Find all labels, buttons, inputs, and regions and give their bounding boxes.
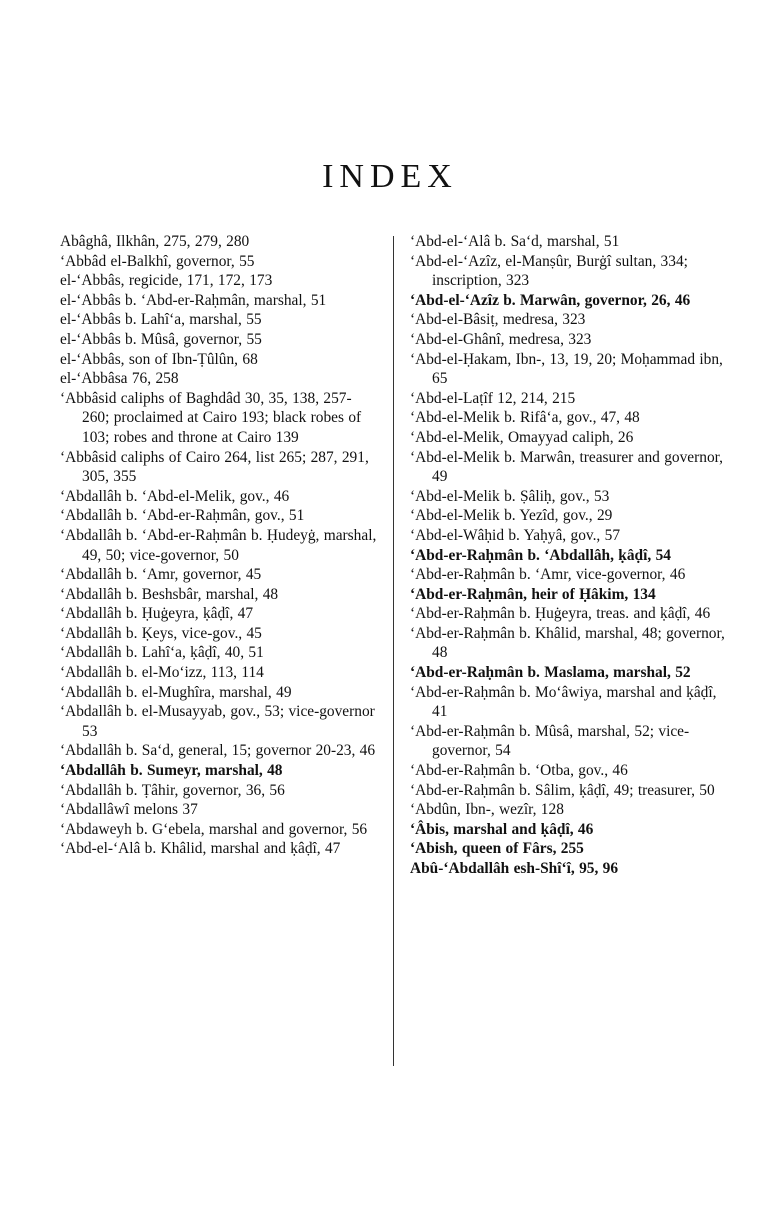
index-entry: ‘Abd-er-Raḥmân b. Mûsâ, marshal, 52; vice-governor, 54 xyxy=(410,722,690,760)
index-entry: ‘Abd-el-‘Azîz b. Marwân, governor, 26, 46 xyxy=(410,291,691,309)
index-entry: ‘Abdallâh b. el-Musayyab, gov., 53; vice-governor 53 xyxy=(60,703,375,740)
index-entry: ‘Abd-el-Melik b. Ṣâliḥ, gov., 53 xyxy=(410,487,610,505)
column-divider xyxy=(393,236,394,1066)
index-entry: ‘Abbâsid caliphs of Cairo 264, list 265; 287, 291, 305, 355 xyxy=(60,448,369,486)
page-title: INDEX xyxy=(322,158,458,195)
index-entry: ‘Abd-er-Raḥmân b. Khâlid, marshal, 48; governor, 48 xyxy=(410,624,725,662)
index-entry: ‘Abdallâh b. Beshsbâr, marshal, 48 xyxy=(60,585,279,603)
index-entry: ‘Abdallâh b. el-Mo‘izz, 113, 114 xyxy=(60,664,264,682)
right-column xyxy=(410,232,730,879)
index-entry: ‘Abd-el-‘Alâ b. Sa‘d, marshal, 51 xyxy=(410,233,620,250)
left-column xyxy=(60,232,378,859)
index-entry: ‘Abdallâh b. Sa‘d, general, 15; governor 20-23, 46 xyxy=(60,742,376,760)
index-entry: ‘Abd-el-‘Alâ b. Khâlid, marshal and ḳâḍî, 47 xyxy=(60,840,341,858)
index-entry: ‘Abd-el-Wâḥid b. Yaḥyâ, gov., 57 xyxy=(410,526,621,544)
index-entry: ‘Abbâsid caliphs of Baghdâd 30, 35, 138, 257-260; proclaimed at Cairo 193; black robes of 103; robes and throne at Cairo 139 xyxy=(60,389,362,446)
index-entry: ‘Abdallâh b. Ḳeys, vice-gov., 45 xyxy=(60,624,262,642)
index-entry: ‘Abd-er-Raḥmân b. Sâlim, ḳâḍî, 49; treasurer, 50 xyxy=(410,781,715,799)
index-entry: ‘Abdallâh b. Ṭâhir, governor, 36, 56 xyxy=(60,781,285,799)
index-entry: ‘Abd-el-Ḥakam, Ibn-, 13, 19, 20; Moḥammad ibn, 65 xyxy=(410,350,723,388)
index-entry: ‘Abd-er-Raḥmân b. Maslama, marshal, 52 xyxy=(410,664,691,682)
index-entry: el-‘Abbâs b. ‘Abd-er-Raḥmân, marshal, 51 xyxy=(60,291,327,309)
index-entry: ‘Abish, queen of Fârs, 255 xyxy=(410,840,584,858)
index-entry: ‘Abdaweyh b. G‘ebela, marshal and governor, 56 xyxy=(60,820,368,838)
index-entry: ‘Abd-el-Melik b. Marwân, treasurer and governor, 49 xyxy=(410,448,724,486)
index-entry: el-‘Abbâs, regicide, 171, 172, 173 xyxy=(60,272,273,290)
index-entry: ‘Abdallâh b. ‘Amr, governor, 45 xyxy=(60,566,262,584)
index-entry: ‘Âbis, marshal and ḳâḍî, 46 xyxy=(410,820,594,838)
index-entry: ‘Abd-el-Bâsiṭ, medresa, 323 xyxy=(410,311,586,329)
index-entry: ‘Abdallâh b. ‘Abd-el-Melik, gov., 46 xyxy=(60,487,290,505)
index-entry: ‘Abbâd el-Balkhî, governor, 55 xyxy=(60,252,255,270)
index-entry: ‘Abdallâh b. Lahî‘a, ḳâḍî, 40, 51 xyxy=(60,644,264,662)
index-entry: ‘Abd-el-Melik b. Yezîd, gov., 29 xyxy=(410,507,613,525)
index-entry: el-‘Abbâs b. Lahî‘a, marshal, 55 xyxy=(60,311,262,329)
index-entry: Abû-‘Abdallâh esh-Shî‘î, 95, 96 xyxy=(410,860,619,877)
index-entry: ‘Abdallâh b. Ḥuġeyra, ḳâḍî, 47 xyxy=(60,605,254,623)
index-entry: ‘Abdûn, Ibn-, wezîr, 128 xyxy=(410,801,564,819)
index-entry: ‘Abdallâwî melons 37 xyxy=(60,801,198,819)
index-entry: ‘Abdallâh b. ‘Abd-er-Raḥmân b. Ḥudeyġ, marshal, 49, 50; vice-governor, 50 xyxy=(60,526,377,564)
index-entry: ‘Abd-el-Ghânî, medresa, 323 xyxy=(410,330,592,348)
index-entry: el-‘Abbâs, son of Ibn-Ṭûlûn, 68 xyxy=(60,350,258,368)
index-entry: ‘Abd-er-Raḥmân b. ‘Amr, vice-governor, 46 xyxy=(410,566,686,584)
index-entry: Abâghâ, Ilkhân, 275, 279, 280 xyxy=(60,233,250,250)
index-entry: ‘Abd-er-Raḥmân b. Mo‘âwiya, marshal and ḳâḍî, 41 xyxy=(410,683,717,721)
index-entry: ‘Abd-er-Raḥmân b. ‘Abdallâh, ḳâḍî, 54 xyxy=(410,546,671,564)
index-entry: ‘Abd-er-Raḥmân b. Ḥuġeyra, treas. and ḳâḍî, 46 xyxy=(410,605,711,623)
index-entry: ‘Abd-er-Raḥmân b. ‘Otba, gov., 46 xyxy=(410,762,628,780)
index-entry: ‘Abd-el-Laṭîf 12, 214, 215 xyxy=(410,389,576,407)
index-entry: el-‘Abbâsa 76, 258 xyxy=(60,370,179,388)
index-entry: ‘Abdallâh b. Sumeyr, marshal, 48 xyxy=(60,762,283,780)
index-entry: ‘Abd-er-Raḥmân, heir of Ḥâkim, 134 xyxy=(410,585,656,603)
index-entry: ‘Abdallâh b. el-Mughîra, marshal, 49 xyxy=(60,683,292,701)
index-entry: ‘Abd-el-Melik, Omayyad caliph, 26 xyxy=(410,428,634,446)
index-entry: ‘Abd-el-‘Azîz, el-Manṣûr, Burġî sultan, 334; inscription, 323 xyxy=(410,252,688,290)
index-entry: ‘Abd-el-Melik b. Rifâ‘a, gov., 47, 48 xyxy=(410,409,640,427)
index-entry: el-‘Abbâs b. Mûsâ, governor, 55 xyxy=(60,330,262,348)
index-entry: ‘Abdallâh b. ‘Abd-er-Raḥmân, gov., 51 xyxy=(60,507,305,525)
